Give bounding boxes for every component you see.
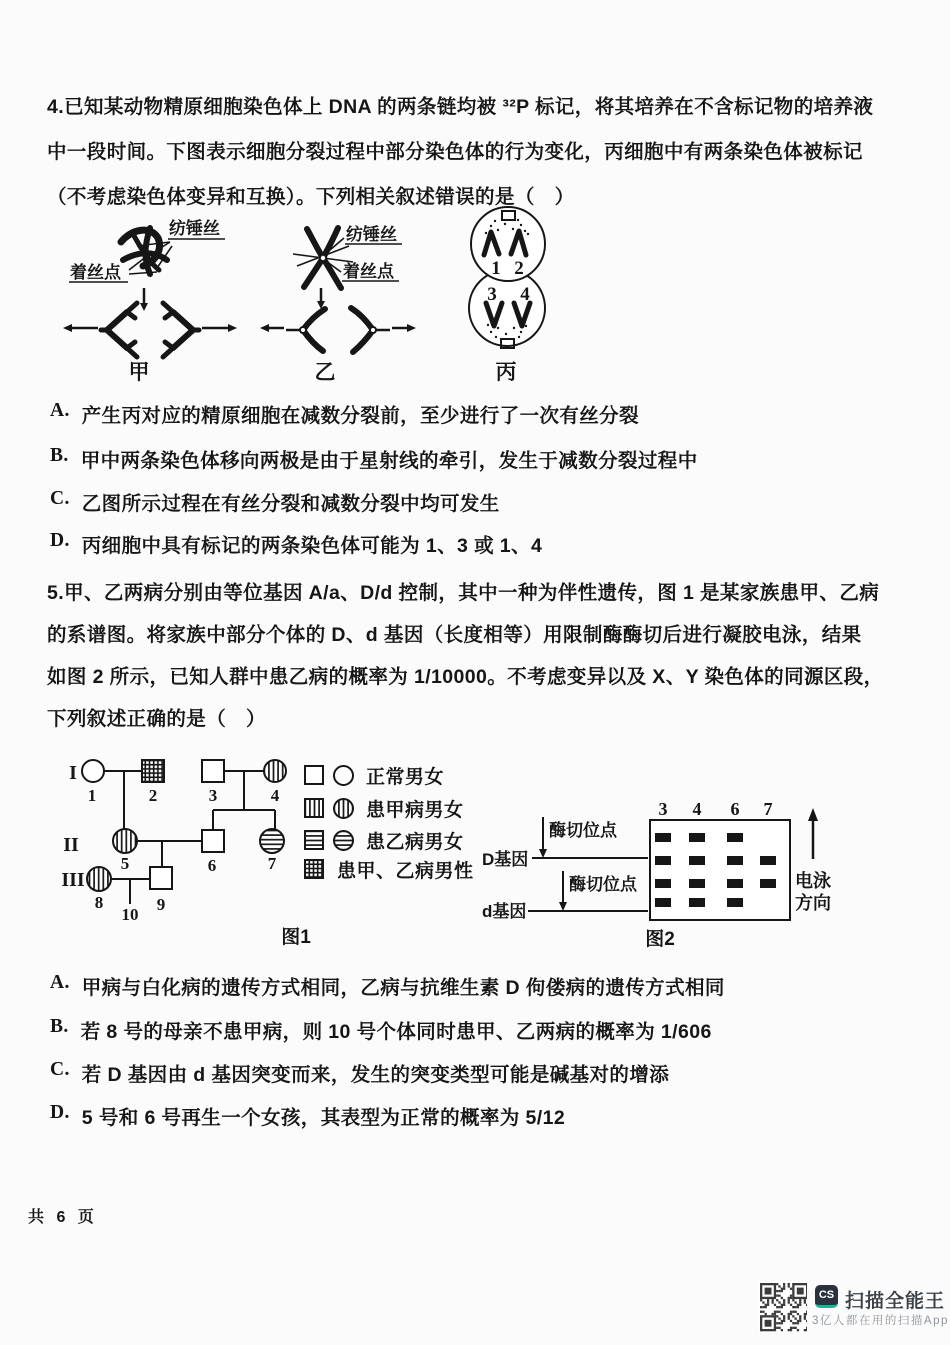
jia-cell-label: 甲	[128, 361, 150, 384]
pedigree-individual-1	[82, 760, 104, 782]
gel-band	[727, 856, 743, 865]
jia-centromere-label: 着丝点	[70, 263, 121, 282]
legend-row-disease-a	[303, 795, 464, 822]
disease-a-female-symbol	[332, 797, 355, 820]
bing-chromosome-3: 3	[487, 284, 497, 305]
q4-option-a-label: A.	[50, 400, 70, 421]
legend-row-normal	[303, 762, 444, 789]
legend-label-both-diseases: 患甲、乙病男性	[337, 861, 474, 882]
question-5-stem	[47, 570, 912, 738]
lane-label-6: 6	[730, 799, 740, 819]
q4-option-d-text: 丙细胞中具有标记的两条染色体可能为 1、3 或 1、4	[81, 535, 543, 557]
individual-number-2: 2	[148, 786, 158, 805]
gel-band	[689, 856, 705, 865]
individual-number-10: 10	[121, 905, 139, 924]
pedigree-individual-5	[113, 829, 137, 853]
camscanner-app-name: 扫描全能王	[845, 1291, 946, 1312]
question-4-stem	[47, 82, 912, 217]
gel-band	[689, 879, 705, 888]
gel-band	[655, 833, 671, 842]
cell-division-figure	[55, 200, 575, 390]
cs-logo-text: CS	[818, 1289, 835, 1301]
gel-band	[655, 898, 671, 907]
figure2-caption: 图2	[645, 929, 675, 950]
bing-chromosome-1: 1	[491, 258, 501, 279]
yi-separating-chromosomes	[303, 308, 373, 352]
bing-chromosome-2: 2	[514, 258, 524, 279]
q4-option-c	[50, 488, 920, 516]
individual-number-7: 7	[267, 854, 277, 873]
pedigree-individual-9	[150, 867, 172, 889]
jia-down-arrow	[140, 303, 148, 311]
figure1-caption: 图1	[281, 927, 311, 948]
q4-option-c-text: 乙图所示过程在有丝分裂和减数分裂中均可发生	[81, 493, 500, 515]
footer-page-count: 共 6 页	[28, 1209, 98, 1226]
q4-option-c-label: C.	[50, 488, 70, 509]
pedigree-individual-4	[264, 760, 286, 782]
enzyme-site-label-1: 酶切位点	[549, 821, 617, 840]
generation-label-3: III	[61, 869, 85, 891]
q5-option-a-text: 甲病与白化病的遗传方式相同，乙病与抗维生素 D 佝偻病的遗传方式相同	[81, 977, 725, 999]
yi-centromere-dot	[320, 255, 326, 261]
q5-stem-line-1: 5.甲、乙两病分别由等位基因 A/a、D/d 控制，其中一种为伴性遗传，图 1 是某家族患甲、乙病	[47, 582, 880, 604]
normal-male-symbol	[303, 764, 326, 787]
q4-stem-line-3: （不考虑染色体变异和互换）。下列相关叙述错误的是（ ）	[47, 185, 575, 208]
generation-label-2: II	[63, 834, 79, 856]
lane-label-3: 3	[658, 799, 668, 819]
yi-right-arrow	[407, 324, 416, 332]
bing-cell	[469, 207, 545, 348]
q4-option-b-label: B.	[50, 445, 69, 466]
individual-number-1: 1	[87, 786, 97, 805]
gel-band	[689, 833, 705, 842]
q4-option-a-text: 产生丙对应的精原细胞在减数分裂前，至少进行了一次有丝分裂	[81, 405, 639, 427]
both-diseases-male-symbol	[303, 858, 326, 881]
gene-d-label: d基因	[482, 902, 527, 921]
disease-b-female-symbol	[332, 829, 355, 852]
gel-electrophoresis-figure	[470, 795, 840, 955]
gene-D-label: D基因	[482, 850, 529, 869]
individual-number-4: 4	[270, 786, 280, 805]
q4-option-d-label: D.	[50, 530, 70, 551]
q5-option-b-text: 若 8 号的母亲不患甲病，则 10 号个体同时患甲、乙两病的概率为 1/606	[80, 1021, 712, 1043]
gel-band	[727, 833, 743, 842]
enzyme-site-arrow-2	[559, 902, 567, 911]
q5-stem-line-3: 如图 2 所示，已知人群中患乙病的概率为 1/10000。不考虑变异以及 X、Y 染色体的同源区段，	[47, 666, 884, 688]
legend-row-disease-b	[303, 827, 464, 854]
pedigree-individual-6	[202, 830, 224, 852]
direction-label-line-1: 电泳	[795, 871, 831, 891]
legend-label-disease-a: 患甲病男女	[366, 800, 464, 821]
pedigree-individual-7	[260, 829, 284, 853]
jia-chromosome-cluster	[121, 228, 167, 274]
individual-number-6: 6	[207, 856, 217, 875]
q5-option-c-text: 若 D 基因由 d 基因突变而来，发生的突变类型可能是碱基对的增添	[81, 1064, 670, 1086]
gel-band	[727, 898, 743, 907]
legend-label-normal: 正常男女	[366, 767, 445, 788]
q5-option-b-label: B.	[50, 1016, 69, 1037]
direction-label-line-2: 方向	[795, 893, 831, 913]
q5-option-d-text: 5 号和 6 号再生一个女孩，其表型为正常的概率为 5/12	[81, 1107, 566, 1129]
yi-left-arrow	[260, 324, 269, 332]
q5-option-b	[50, 1016, 920, 1044]
individual-number-8: 8	[94, 893, 104, 912]
yi-cell-label: 乙	[314, 361, 336, 384]
gel-band	[655, 879, 671, 888]
q5-option-c	[50, 1059, 920, 1087]
individual-number-3: 3	[208, 786, 218, 805]
q5-option-c-label: C.	[50, 1059, 70, 1080]
q5-option-a-label: A.	[50, 972, 70, 993]
q4-option-d	[50, 530, 920, 558]
gel-band	[655, 856, 671, 865]
gel-band	[727, 879, 743, 888]
legend-label-disease-b: 患乙病男女	[366, 832, 464, 853]
jia-right-arrow	[228, 324, 237, 332]
camscanner-tagline: 3亿人都在用的扫描App	[812, 1315, 949, 1327]
q5-option-d	[50, 1102, 920, 1130]
disease-a-male-symbol	[303, 797, 326, 820]
disease-b-male-symbol	[303, 829, 326, 852]
lane-label-4: 4	[692, 799, 702, 819]
bing-cell-label: 丙	[495, 361, 517, 384]
q4-stem-line-2: 中一段时间。下图表示细胞分裂过程中部分染色体的行为变化，丙细胞中有两条染色体被标记	[47, 140, 863, 163]
q5-stem-line-4: 下列叙述正确的是（ ）	[47, 708, 266, 730]
q4-option-a	[50, 400, 920, 428]
gel-band	[760, 856, 776, 865]
pedigree-individual-8	[87, 867, 111, 891]
jia-spindle-label: 纺锤丝	[169, 219, 220, 238]
lane-label-7: 7	[763, 799, 773, 819]
q4-stem-line-1: 4.已知某动物精原细胞染色体上 DNA 的两条链均被 ³²P 标记，将其培养在不含标记物的培养液	[47, 95, 874, 118]
pedigree-individual-2	[142, 760, 164, 782]
legend-row-both-diseases	[303, 856, 474, 883]
electrophoresis-direction-arrow	[808, 808, 818, 821]
individual-number-5: 5	[120, 854, 130, 873]
pedigree-individual-3	[202, 760, 224, 782]
gel-band	[760, 879, 776, 888]
bing-chromosome-4: 4	[520, 284, 530, 305]
enzyme-site-arrow-1	[539, 849, 547, 858]
q5-option-a	[50, 972, 920, 1000]
jia-left-arrow	[63, 324, 72, 332]
generation-label-1: I	[69, 762, 77, 784]
gel-band	[689, 898, 705, 907]
q4-option-b-text: 甲中两条染色体移向两极是由于星射线的牵引，发生于减数分裂过程中	[80, 450, 698, 472]
yi-centromere-label: 着丝点	[343, 262, 394, 281]
yi-spindle-label: 纺锤丝	[346, 225, 397, 244]
q5-option-d-label: D.	[50, 1102, 70, 1123]
qr-code	[759, 1281, 807, 1333]
q5-stem-line-2: 的系谱图。将家族中部分个体的 D、d 基因（长度相等）用限制酶酶切后进行凝胶电泳，结果	[47, 624, 862, 646]
q4-option-b	[50, 445, 920, 473]
jia-separating-chromosomes	[101, 303, 199, 357]
individual-number-9: 9	[156, 895, 166, 914]
cs-logo	[815, 1285, 838, 1308]
enzyme-site-label-2: 酶切位点	[569, 875, 637, 894]
normal-female-symbol	[332, 764, 355, 787]
